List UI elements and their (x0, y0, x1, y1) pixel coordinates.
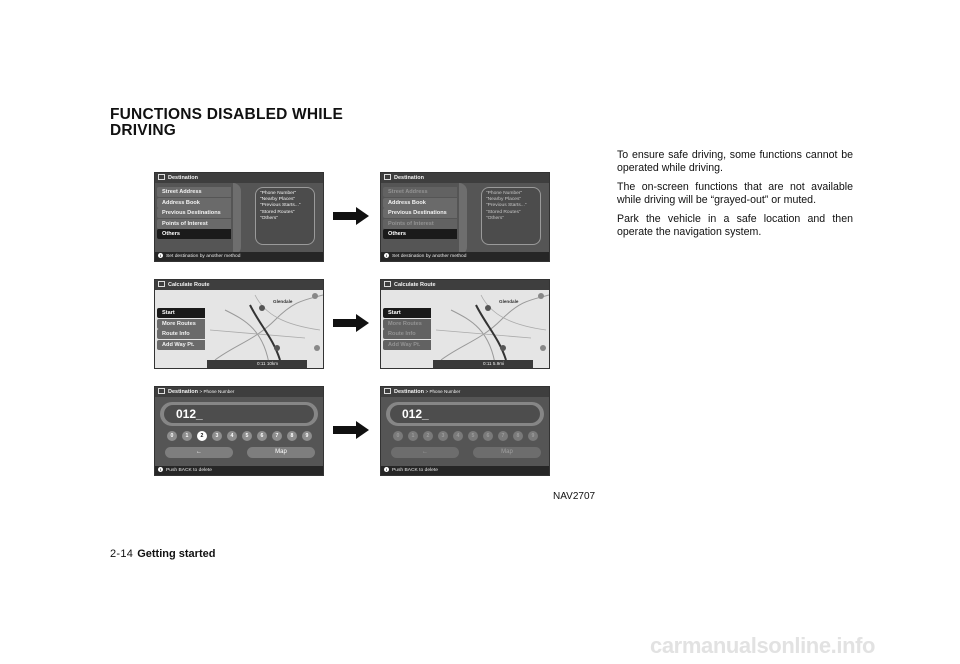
screen-title-bar: Destination (155, 173, 323, 183)
voice-command-panel: “Phone Number” “Nearby Places” “Previous Starts...” “Stored Routes” “Others” (481, 187, 541, 245)
menu-item-address-book[interactable]: Address Book (157, 198, 231, 208)
flag-icon (384, 388, 391, 394)
route-status-bar: 0:11 5.9mi (433, 360, 533, 368)
key-1: 1 (408, 431, 418, 441)
flag-icon (158, 174, 165, 180)
key-1[interactable]: 1 (182, 431, 192, 441)
screen-status-bar: i Set destination by another method (381, 252, 549, 261)
route-menu (383, 308, 431, 350)
map-place-label: Glendale (499, 299, 519, 304)
route-icon (158, 281, 165, 287)
arrow-right-icon (333, 207, 369, 225)
key-9: 9 (528, 431, 538, 441)
page-number: 2-14 (110, 548, 134, 560)
key-3[interactable]: 3 (212, 431, 222, 441)
key-6[interactable]: 6 (257, 431, 267, 441)
key-7: 7 (498, 431, 508, 441)
key-8[interactable]: 8 (287, 431, 297, 441)
menu-item-others[interactable]: Others (383, 229, 457, 239)
menu-item-add-way-pt[interactable]: Add Way Pt. (157, 340, 205, 350)
screen-status-bar: i Set destination by another method (155, 252, 323, 261)
key-6: 6 (483, 431, 493, 441)
calc-route-screen-driving (380, 279, 550, 369)
back-key: ← (391, 447, 459, 458)
menu-item-street-address[interactable]: Street Address (157, 187, 231, 197)
menu-item-start[interactable]: Start (383, 308, 431, 318)
phone-entry-value: 012_ (164, 405, 314, 423)
section-heading (110, 107, 343, 139)
screen-status-bar: i Push BACK to delete (155, 466, 323, 475)
page-footer (110, 548, 215, 560)
info-icon: i (159, 467, 162, 472)
phone-screen-normal (154, 386, 324, 476)
menu-item-more-routes[interactable]: More Routes (157, 319, 205, 329)
menu-item-previous-destinations[interactable]: Previous Destinations (157, 208, 231, 218)
info-icon: i (159, 253, 162, 258)
destination-screen-driving (380, 172, 550, 262)
menu-curve (459, 183, 467, 255)
destination-screen-normal (154, 172, 324, 262)
menu-item-points-of-interest[interactable]: Points of Interest (157, 219, 231, 229)
key-9[interactable]: 9 (302, 431, 312, 441)
screen-title-bar: Destination (381, 173, 549, 183)
calc-route-screen-normal (154, 279, 324, 369)
menu-item-address-book[interactable]: Address Book (383, 198, 457, 208)
phone-screen-driving (380, 386, 550, 476)
map-place-label: Glendale (273, 299, 293, 304)
screen-title-bar: Destination > Phone Number (155, 387, 323, 397)
info-icon: i (385, 253, 388, 258)
arrow-right-icon (333, 421, 369, 439)
phone-entry-field (386, 402, 544, 426)
screen-title-bar: Calculate Route (381, 280, 549, 290)
destination-menu (157, 187, 231, 240)
phone-entry-value: 012_ (390, 405, 540, 423)
menu-item-previous-destinations[interactable]: Previous Destinations (383, 208, 457, 218)
key-2[interactable]: 2 (197, 431, 207, 441)
menu-item-street-address: Street Address (383, 187, 457, 197)
key-8: 8 (513, 431, 523, 441)
menu-item-route-info[interactable]: Route Info (157, 329, 205, 339)
back-key[interactable]: ← (165, 447, 233, 458)
route-icon (384, 281, 391, 287)
key-5: 5 (468, 431, 478, 441)
screen-title-bar: Destination > Phone Number (381, 387, 549, 397)
screen-title-bar: Calculate Route (155, 280, 323, 290)
key-0[interactable]: 0 (167, 431, 177, 441)
key-5[interactable]: 5 (242, 431, 252, 441)
route-status-bar: 0:11 10km (207, 360, 307, 368)
menu-item-more-routes: More Routes (383, 319, 431, 329)
route-menu (157, 308, 205, 350)
paragraph-3: Park the vehicle in a safe location and then operate the navigation system. (617, 212, 853, 239)
voice-command-panel: “Phone Number” “Nearby Places” “Previous Starts...” “Stored Routes” “Others” (255, 187, 315, 245)
section-name: Getting started (137, 548, 216, 560)
menu-item-points-of-interest: Points of Interest (383, 219, 457, 229)
key-2: 2 (423, 431, 433, 441)
paragraph-1: To ensure safe driving, some functions cannot be operated while driving. (617, 149, 853, 175)
menu-item-route-info: Route Info (383, 329, 431, 339)
destination-menu (383, 187, 457, 240)
paragraph-2: The on-screen functions that are not available while driving will be “grayed-out” or muted. (617, 180, 853, 207)
key-0: 0 (393, 431, 403, 441)
arrow-right-icon (333, 314, 369, 332)
figure-caption: NAV2707 (553, 491, 596, 502)
menu-curve (233, 183, 241, 255)
menu-item-start[interactable]: Start (157, 308, 205, 318)
key-4[interactable]: 4 (227, 431, 237, 441)
menu-item-add-way-pt: Add Way Pt. (383, 340, 431, 350)
flag-icon (158, 388, 165, 394)
body-text (617, 149, 853, 245)
heading-line-2: DRIVING (110, 122, 176, 139)
info-icon: i (385, 467, 388, 472)
map-key: Map (473, 447, 541, 458)
heading-line-1: FUNCTIONS DISABLED WHILE (110, 106, 343, 123)
key-3: 3 (438, 431, 448, 441)
key-4: 4 (453, 431, 463, 441)
flag-icon (384, 174, 391, 180)
watermark: carmanualsonline.info (650, 633, 876, 658)
phone-entry-field[interactable] (160, 402, 318, 426)
key-7[interactable]: 7 (272, 431, 282, 441)
menu-item-others[interactable]: Others (157, 229, 231, 239)
map-key[interactable]: Map (247, 447, 315, 458)
screen-status-bar: i Push BACK to delete (381, 466, 549, 475)
